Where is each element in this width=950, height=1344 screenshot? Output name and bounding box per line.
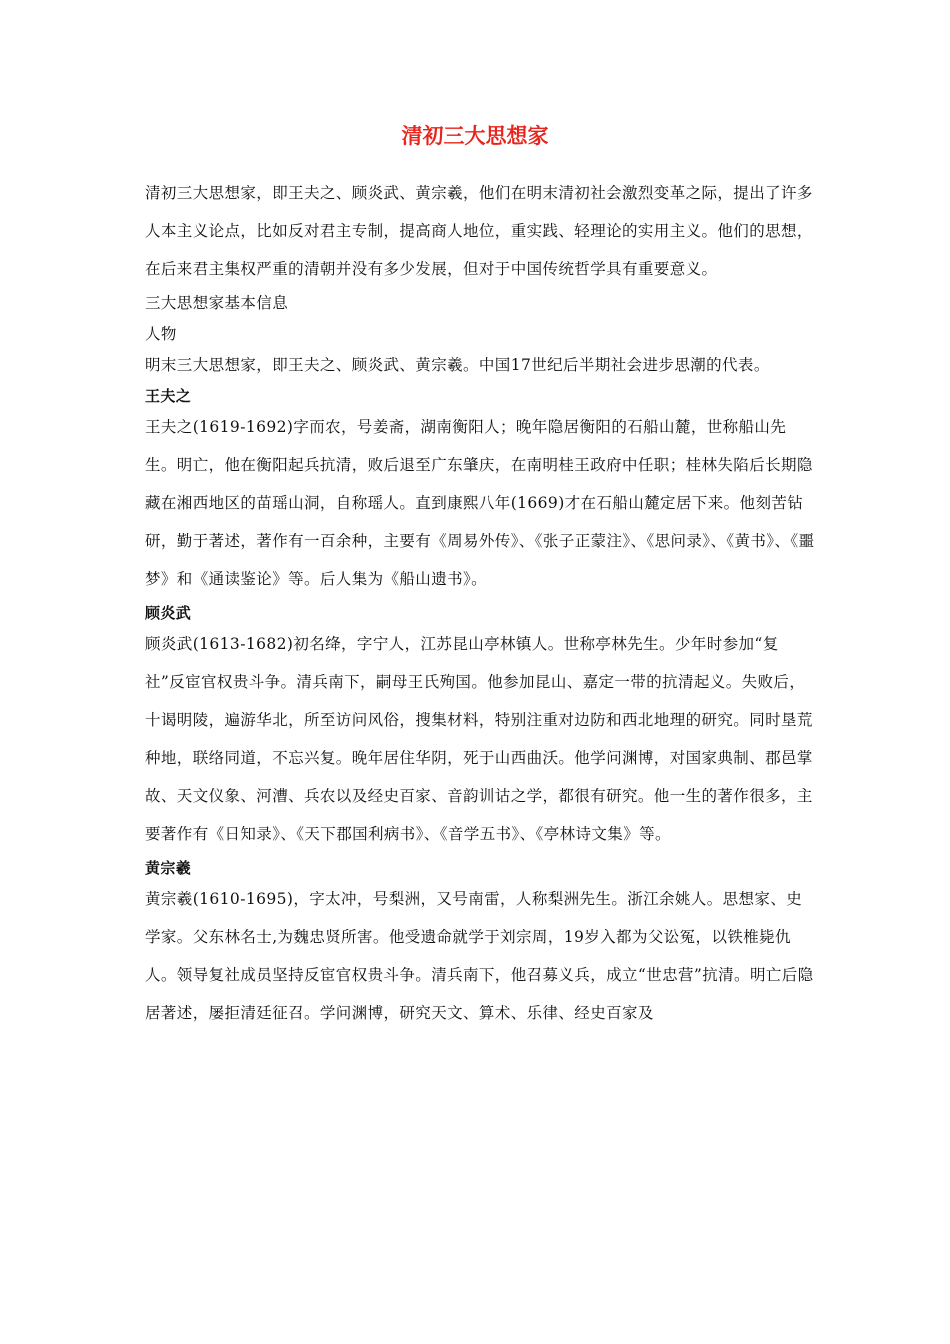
document-body [145,174,817,1032]
section-heading-wang-fuzhi: 王夫之 [145,387,192,405]
section-text-wang-fuzhi: 王夫之(1619-1692)字而农，号姜斋，湖南衡阳人；晚年隐居衡阳的石船山麓，世称船山先生。明亡，他在衡阳起兵抗清，败后退至广东肇庆，在南明桂王政府中任职；桂林失陷后长期隐藏在湘西地区的苗瑶山洞，自称瑶人。直到康熙八年(1669)才在石船山麓定居下来。他刻苦钻研，勤于著述，著作有一百余种，主要有《周易外传》、《张子正蒙注》、《思问录》、《黄书》、《噩梦》和《通读鉴论》等。后人集为《船山遗书》。 [145,418,815,588]
persons-summary: 明末三大思想家，即王夫之、顾炎武、黄宗羲。中国17世纪后半期社会进步思潮的代表。 [145,356,770,374]
section-heading-gu-yanwu: 顾炎武 [145,604,192,622]
document-title: 清初三大思想家 [401,124,549,148]
section-text-huang-zongxi: 黄宗羲(1610-1695)，字太冲，号梨洲，又号南雷，人称梨洲先生。浙江余姚人。思想家、史学家。父东林名士,为魏忠贤所害。他受遗命就学于刘宗周，19岁入都为父讼冤，以铁椎毙仇人。领导复社成员坚持反宦官权贵斗争。清兵南下，他召募义兵，成立“世忠营”抗清。明亡后隐居著述，屡拒清廷征召。学问渊博，研究天文、算术、乐律、经史百家及 [145,890,814,1022]
info-heading: 三大思想家基本信息 [145,294,289,312]
section-heading-huang-zongxi: 黄宗羲 [145,859,192,877]
section-text-gu-yanwu: 顾炎武(1613-1682)初名绛，字宁人，江苏昆山亭林镇人。世称亭林先生。少年时参加“复社”反宦官权贵斗争。清兵南下，嗣母王氏殉国。他参加昆山、嘉定一带的抗清起义。失败后，十谒明陵，遍游华北，所至访问风俗，搜集材料，特别注重对边防和西北地理的研究。同时垦荒种地，联络同道，不忘兴复。晚年居住华阴，死于山西曲沃。他学问渊博，对国家典制、郡邑掌故、天文仪象、河漕、兵农以及经史百家、音韵训诂之学，都很有研究。他一生的著作很多，主要著作有《日知录》、《天下郡国利病书》、《音学五书》、《亭林诗文集》等。 [145,635,813,843]
intro-paragraph: 清初三大思想家，即王夫之、顾炎武、黄宗羲，他们在明末清初社会激烈变革之际，提出了许多人本主义论点，比如反对君主专制，提高商人地位，重实践、轻理论的实用主义。他们的思想，在后来君主集权严重的清朝并没有多少发展，但对于中国传统哲学具有重要意义。 [145,184,813,278]
persons-heading: 人物 [145,325,177,343]
